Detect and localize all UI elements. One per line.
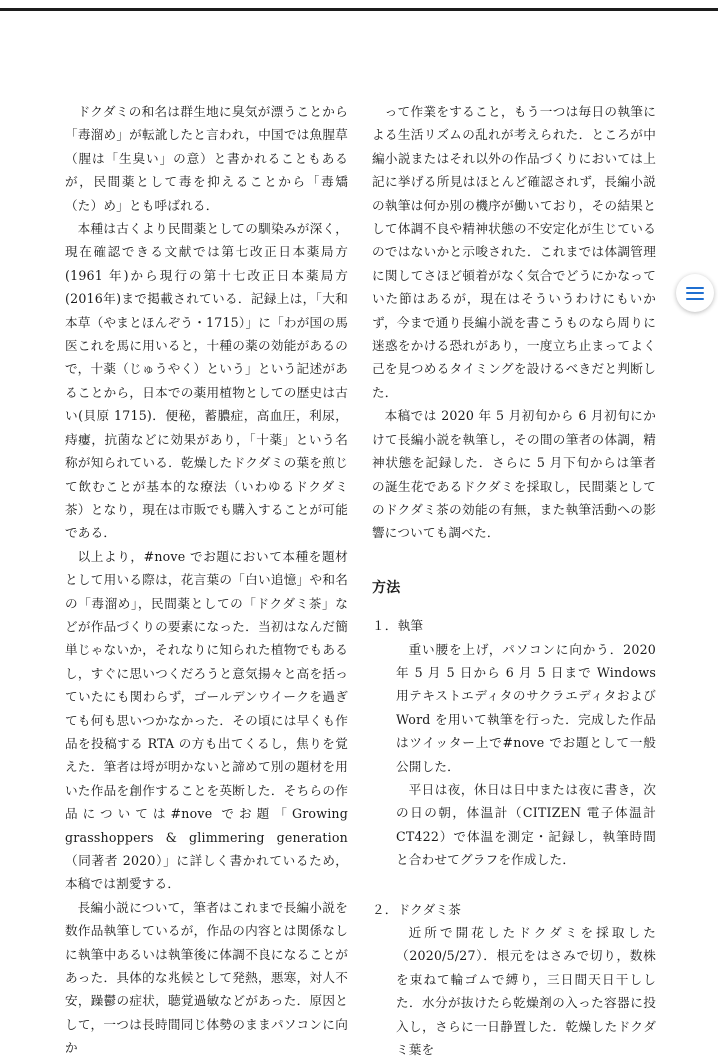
section-heading-dokudami-tea: ２．ドクダミ茶 bbox=[372, 901, 462, 917]
left-column bbox=[65, 100, 348, 1060]
paragraph-long-novel: 長編小説について，筆者はこれまで長編小説を数作品執筆しているが，作品の内容とは関係なしに執筆中あるいは執筆後に体調不良になることがあった．具体的な兆候として発熱，悪寒，対人不安，躁鬱の症状，聴覚過敏などがあった．原因として，一つは長時間同じ体勢のままパソコンに向か bbox=[65, 899, 348, 1056]
paragraph-study-purpose: 本稿では 2020 年 5 月初旬から 6 月初旬にかけて長編小説を執筆し，その間の筆者の体調，精神状態を記録した．さらに 5 月下旬からは筆者の誕生花であるドクダミを採取し，民間薬としてのドクダミ茶の効能の有無，また執筆活動への影響についても調べた． bbox=[372, 408, 656, 541]
hamburger-menu-icon bbox=[686, 287, 704, 300]
paragraph-name-origin: ドクダミの和名は群生地に臭気が漂うことから「毒溜め」が転訛したと言われ，中国では魚腥草（腥は「生臭い」の意）と書かれることもあるが，民間薬として毒を抑えることから「毒矯（た）め」とも呼ばれる． bbox=[65, 104, 348, 213]
paragraph-medicinal-history: 本種は古くより民間薬としての馴染みが深く，現在確認できる文献では第七改正日本薬局方(1961 年)から現行の第十七改正日本薬局方(2016年)まで掲載されている．記録上は，「大和本草（やまとほんぞう・1715）」に「わが国の馬医これを馬に用いると，十種の薬の効能があるので，十薬（じゅうやく）という」という記述があることから，日本での薬用植物としての歴史は古い(貝原 1715)．便秘，蓄膿症，高血圧，利尿，痔瘻，抗菌などに効果があり，「十薬」という名称が知られている．乾燥したドクダミの葉を煎じて飲むことが基本的な療法（いわゆるドクダミ茶）となり，現在は市販でも購入することが可能である． bbox=[65, 221, 348, 541]
paragraph-tea-preparation: 近所で開花したドクダミを採取した（2020/5/27）．根元をはさみで切り，数株を束ねて輪ゴムで縛り，三日間天日干しした．水分が抜けたら乾燥剤の入った容器に投入し，さらに一日静置した．乾燥したドクダミ葉を bbox=[396, 925, 656, 1058]
section-heading-writing: １．執筆 bbox=[372, 618, 424, 634]
methods-heading: 方法 bbox=[372, 579, 401, 596]
page-top-rule bbox=[0, 8, 718, 11]
table-of-contents-button[interactable] bbox=[676, 274, 714, 312]
section-dokudami-tea-body bbox=[372, 921, 656, 1061]
paragraph-motivation: 以上より，#nove でお題において本種を題材として用いる際は，花言葉の「白い追憶」や和名の「毒溜め」，民間薬としての「ドクダミ茶」などが作品づくりの要素になった．当初はなんだ簡単じゃないか，それなりに知られた植物でもあるし，すぐに思いつくだろうと意気揚々と高を括っていたにも関わらず，ゴールデンウイークを過ぎても何も思いつかなかった．その頃には早くも作品を投稿する RTA の方も出てくるし，焦りを覚えた．筆者は埒が明かないと諦めて別の題材を用いた作品を創作することを英断した．そちらの作品については#nove でお題「Growing grasshoppers & glimmering generation（同著者 2020）」に詳しく書かれているため，本稿では割愛する． bbox=[65, 548, 348, 892]
paragraph-long-novel-continued: って作業をすること，もう一つは毎日の執筆による生活リズムの乱れが考えられた．ところが中編小説またはそれ以外の作品づくりにおいては上記に挙げる所見はほとんど確認されず，長編小説の執筆は何か別の機序が働いており，その結果として体調不良や精神状態の不安定化が生じているのではないかと示唆された．これまでは体調管理に関してさほど頓着がなく気合でどうにかなっていた節はあるが，現在はそういうわけにもいかず，今まで通り長編小説を書こうものなら周りに迷惑をかける恐れがあり，一度立ち止まってよく己を見つめるタイミングを設けるべきだと判断した． bbox=[372, 104, 656, 400]
right-column bbox=[372, 100, 656, 1061]
section-writing-body bbox=[372, 638, 656, 872]
paragraph-writing-procedure: 重い腰を上げ，パソコンに向かう．2020 年 5 月 5 日から 6 月 5 日まで Windows 用テキストエディタのサクラエディタおよび Word を用いて執筆を行った．完成した作品はツイッター上で#nove でお題として一般公開した． bbox=[396, 641, 656, 774]
paragraph-temperature-recording: 平日は夜，休日は日中または夜に書き，次の日の朝，体温計（CITIZEN 電子体温計 CT422）で体温を測定・記録し，執筆時間と合わせてグラフを作成した． bbox=[396, 781, 656, 868]
